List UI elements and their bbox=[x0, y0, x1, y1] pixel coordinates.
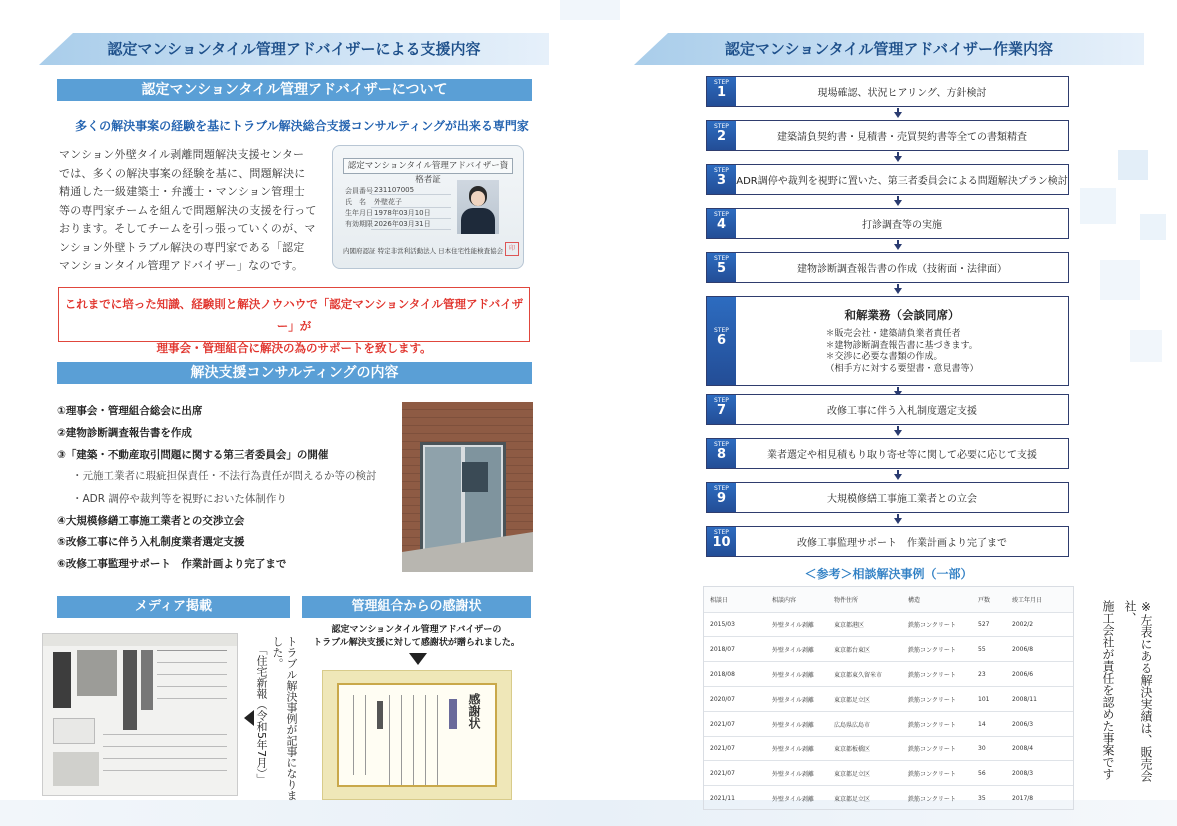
bg-decoration bbox=[1140, 214, 1166, 240]
about-paragraph bbox=[59, 146, 321, 276]
about-line: 精通した一級建築士・弁護士・マンション管理士 bbox=[59, 185, 305, 198]
reference-title: ＜参考＞相談解決事例（一部） bbox=[804, 567, 973, 581]
bg-decoration bbox=[1130, 330, 1162, 362]
media-caption-line: トラブル解決事例が記事になりました。 bbox=[271, 636, 298, 801]
step-4: STEP 4 打診調査等の実施 bbox=[706, 208, 1069, 239]
step-text: ADR調停や裁判を視野に置いた、第三者委員会による問題解決プラン検討 bbox=[736, 176, 1068, 187]
down-arrow-icon bbox=[894, 112, 902, 118]
left-banner bbox=[39, 33, 549, 65]
about-line: マンション外壁タイル剥離問題解決支援センター bbox=[59, 148, 305, 161]
step-8: STEP 8 業者選定や相見積もり取り寄せ等に関して必要に応じて支援 bbox=[706, 438, 1069, 469]
down-arrow-icon bbox=[894, 430, 902, 436]
about-header: 認定マンションタイル管理アドバイザーについて bbox=[57, 79, 532, 101]
thanks-caption-line: 認定マンションタイル管理アドバイザーの bbox=[331, 625, 502, 635]
step-6-title: 和解業務（会談同席） bbox=[844, 308, 960, 322]
down-arrow-icon bbox=[409, 653, 427, 665]
card-row: 有効期限 2026年03月31日 bbox=[345, 219, 373, 229]
step-text: 現場確認、状況ヒアリング、方針検討 bbox=[817, 88, 987, 99]
table-row: 2018/07 外壁タイル剥離 東京都台東区 鉄筋コンクリート 55 2006/8 bbox=[704, 637, 1073, 662]
step-3: STEP 3 ADR調停や裁判を視野に置いた、第三者委員会による問題解決プラン検討 bbox=[706, 164, 1069, 195]
step-text: 打診調査等の実施 bbox=[862, 220, 942, 231]
license-card-title: 認定マンションタイル管理アドバイザー資格者証 bbox=[343, 158, 513, 174]
card-row: 生年月日 1978年03月10日 bbox=[345, 208, 373, 218]
seal-stamp: 印 bbox=[505, 242, 519, 256]
table-header-row: 相談日 相談内容 物件住所 構造 戸数 竣工年月日 bbox=[704, 587, 1073, 613]
table-row: 2021/07 外壁タイル剥離 広島県広島市 鉄筋コンクリート 14 2006/3 bbox=[704, 712, 1073, 737]
certificate-title: 感謝状 bbox=[467, 693, 481, 729]
table-row: 2021/07 外壁タイル剥離 東京都足立区 鉄筋コンクリート 56 2008/3 bbox=[704, 761, 1073, 786]
consult-item: ①理事会・管理組合総会に出席 bbox=[57, 405, 203, 417]
consult-header: 解決支援コンサルティングの内容 bbox=[57, 362, 532, 384]
support-message-line: これまでに培った知識、経験則と解決ノウハウで「認定マンションタイル管理アドバイザー」が bbox=[64, 297, 524, 333]
media-caption-line: 「住宅新報（令和5年7月）」 bbox=[255, 644, 268, 785]
thanks-caption bbox=[302, 624, 531, 650]
newspaper-clipping bbox=[42, 633, 238, 796]
table-row: 2018/08 外壁タイル剥離 東京都東久留米市 鉄筋コンクリート 23 2006/6 bbox=[704, 662, 1073, 687]
consult-subitem: ・元施工業者に瑕疵担保責任・不法行為責任が問えるか等の検討 bbox=[72, 470, 377, 482]
step-text: 改修工事監理サポート 作業計画より完了まで bbox=[797, 538, 1007, 549]
step-10: STEP 10 改修工事監理サポート 作業計画より完了まで bbox=[706, 526, 1069, 557]
about-line: おります。そしてチームを引っ張っていくのが、マ bbox=[59, 222, 316, 235]
step-text: 改修工事に伴う入札制度選定支援 bbox=[827, 406, 977, 417]
table-row: 2021/07 外壁タイル剥離 東京都板橋区 鉄筋コンクリート 30 2008/4 bbox=[704, 737, 1073, 761]
building-entrance-photo bbox=[402, 402, 533, 572]
certificate-of-thanks bbox=[322, 670, 512, 800]
license-card-org: 内閣府認証 特定非営利活動法人 日本住宅性能検査協会 bbox=[343, 247, 504, 255]
step-6: STEP 6 和解業務（会談同席） ＊販売会社・建築請負業者責任者 ＊建物診断調査報告書に基づきます。 ＊交渉に必要な書類の作成。 （相手方に対する要望書・意見書等） bbox=[706, 296, 1069, 386]
step-text: 大規模修繕工事施工業者との立会 bbox=[827, 494, 977, 505]
support-message-line: 理事会・管理組合に解決の為のサポートを致します。 bbox=[156, 341, 432, 355]
bg-decoration bbox=[1100, 260, 1140, 300]
left-banner-title: 認定マンションタイル管理アドバイザーによる支援内容 bbox=[107, 40, 481, 58]
step-text: 建築請負契約書・見積書・売買契約書等全ての書類精査 bbox=[777, 132, 1027, 143]
id-photo bbox=[457, 180, 499, 234]
note-line: 施工会社が責任を認めた事案です bbox=[1101, 600, 1115, 780]
step-text: 建物診断調査報告書の作成（技術面・法律面） bbox=[797, 264, 1007, 275]
about-tagline: 多くの解決事案の経験を基にトラブル解決総合支援コンサルティングが出来る専門家 bbox=[75, 119, 529, 133]
table-row: 2021/11 外壁タイル剥離 東京都足立区 鉄筋コンクリート 35 2017/8 bbox=[710, 794, 1034, 803]
step-6-details: ＊販売会社・建築請負業者責任者 ＊建物診断調査報告書に基づきます。 ＊交渉に必要な書類の作成。 （相手方に対する要望書・意見書等） bbox=[825, 329, 979, 374]
down-arrow-icon bbox=[894, 474, 902, 480]
consult-item: ⑥改修工事監理サポート 作業計画より完了まで bbox=[57, 558, 287, 570]
step-5: STEP 5 建物診断調査報告書の作成（技術面・法律面） bbox=[706, 252, 1069, 283]
down-arrow-icon bbox=[894, 156, 902, 162]
about-line: 等の専門家チームを組んで問題解決の支援を行って bbox=[59, 203, 317, 217]
pointer-arrow-icon bbox=[244, 710, 254, 726]
note-line: ※左表にある解決実績は、販売会社、 bbox=[1123, 600, 1153, 782]
down-arrow-icon bbox=[894, 200, 902, 206]
bg-decoration bbox=[1080, 188, 1116, 224]
case-table bbox=[703, 586, 1074, 810]
step-9: STEP 9 大規模修繕工事施工業者との立会 bbox=[706, 482, 1069, 513]
down-arrow-icon bbox=[894, 244, 902, 250]
step-2: STEP 2 建築請負契約書・見積書・売買契約書等全ての書類精査 bbox=[706, 120, 1069, 151]
step-1: STEP 1 現場確認、状況ヒアリング、方針検討 bbox=[706, 76, 1069, 107]
step-7: STEP 7 改修工事に伴う入札制度選定支援 bbox=[706, 394, 1069, 425]
down-arrow-icon bbox=[894, 518, 902, 524]
down-arrow-icon bbox=[894, 288, 902, 294]
about-line: では、多くの解決事案の経験を基に、問題解決に bbox=[59, 166, 306, 180]
media-header: メディア掲載 bbox=[57, 596, 290, 618]
card-row: 氏 名 外壁花子 bbox=[345, 197, 366, 207]
bg-decoration bbox=[1118, 150, 1148, 180]
thanks-header: 管理組合からの感謝状 bbox=[302, 596, 531, 618]
consult-item: ④大規模修繕工事施工業者との交渉立会 bbox=[57, 515, 245, 527]
consult-item: ③「建築・不動産取引問題に関する第三者委員会」の開催 bbox=[57, 449, 329, 461]
consult-subitem: ・ADR 調停や裁判等を視野においた体制作り bbox=[72, 493, 287, 505]
bg-decoration bbox=[560, 0, 620, 20]
about-line: マンションタイル管理アドバイザー」なのです。 bbox=[59, 259, 304, 272]
about-line: ンション外壁トラブル解決の専門家である「認定 bbox=[59, 240, 305, 254]
step-text: 業者選定や相見積もり取り寄せ等に関して必要に応じて支援 bbox=[767, 450, 1037, 461]
license-card bbox=[332, 145, 524, 269]
right-banner bbox=[634, 33, 1144, 65]
step-6-content bbox=[736, 297, 1068, 385]
right-banner-title: 認定マンションタイル管理アドバイザー作業内容 bbox=[724, 40, 1054, 58]
table-row: 2020/07 外壁タイル剥離 東京都足立区 鉄筋コンクリート 101 2008/11 bbox=[704, 687, 1073, 712]
consult-item: ⑤改修工事に伴う入札制度業者選定支援 bbox=[57, 536, 245, 548]
card-row: 会員番号 231107005 bbox=[345, 186, 373, 196]
consult-item: ②建物診断調査報告書を作成 bbox=[57, 427, 192, 439]
table-row: 2015/03 外壁タイル剥離 東京都港区 鉄筋コンクリート 527 2002/2 bbox=[704, 613, 1073, 637]
thanks-caption-line: トラブル解決支援に対して感謝状が贈られました。 bbox=[313, 638, 520, 648]
support-message-box bbox=[58, 287, 530, 355]
